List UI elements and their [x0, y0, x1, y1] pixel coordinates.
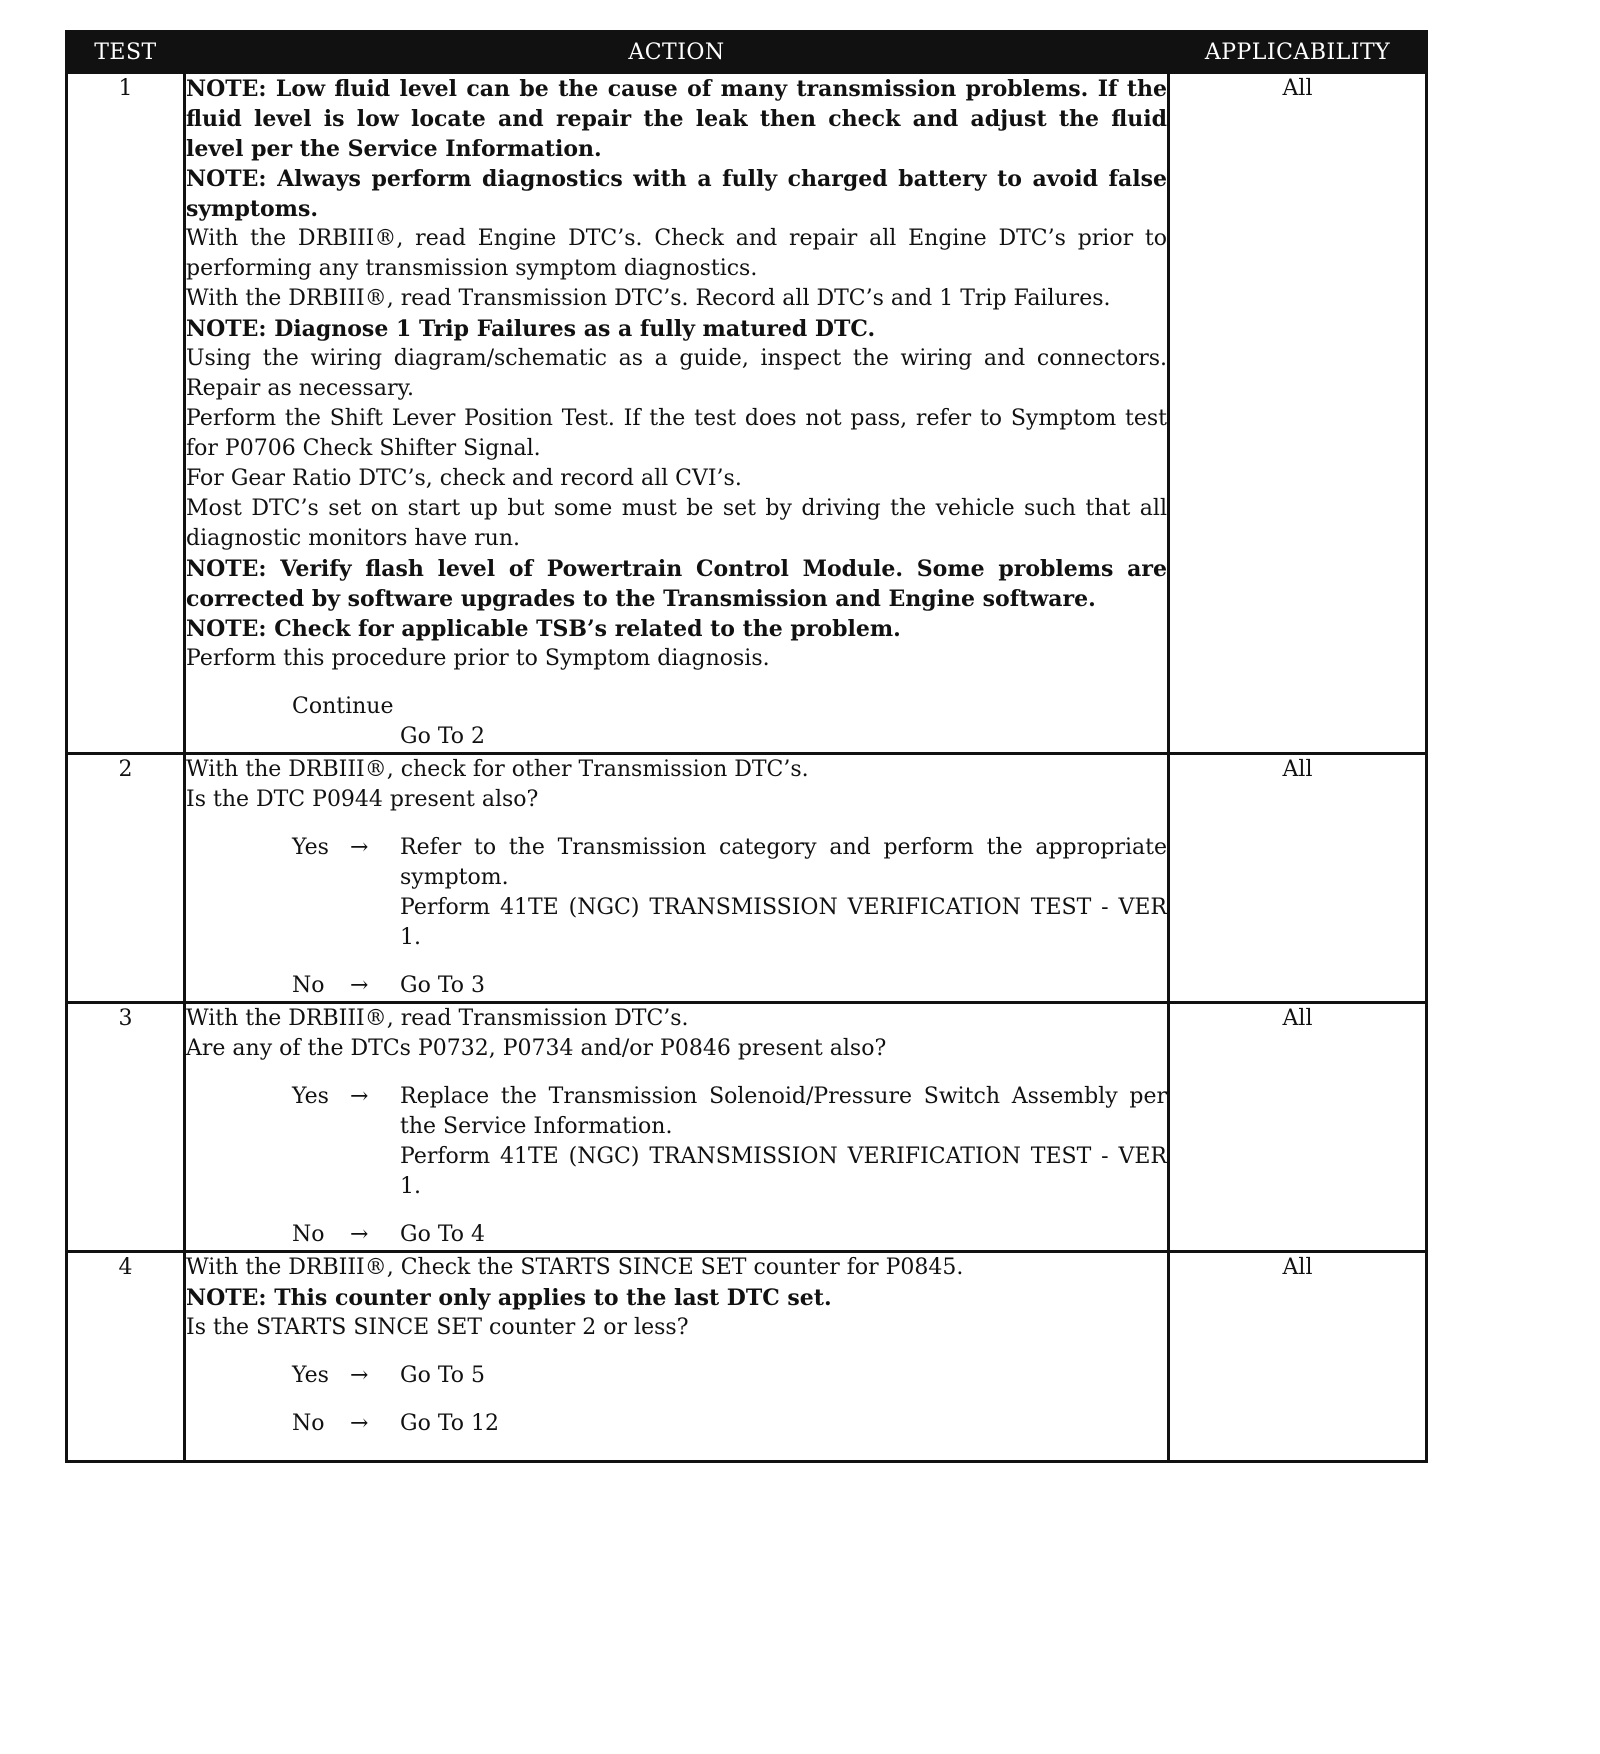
continue-goto: Go To 2: [400, 724, 486, 749]
diagnostic-test-table: [65, 30, 1428, 1463]
note-line: NOTE: Always perform diagnostics with a fully charged battery to avoid false symptoms.: [186, 166, 1167, 222]
no-action: Go To 4: [400, 1222, 486, 1247]
arrow-icon: →: [350, 1084, 369, 1109]
note-line: NOTE: Check for applicable TSB’s related to the problem.: [186, 616, 901, 642]
no-label: No: [292, 973, 325, 998]
yes-label: Yes: [292, 1363, 329, 1388]
header-applicability: APPLICABILITY: [1169, 32, 1427, 73]
test-number: 1: [67, 73, 185, 754]
action-line: For Gear Ratio DTC’s, check and record all CVI’s.: [186, 466, 742, 491]
action-line: Using the wiring diagram/schematic as a guide, inspect the wiring and connectors. Repair as necessary.: [186, 346, 1167, 401]
header-action: ACTION: [185, 32, 1169, 73]
no-label: No: [292, 1222, 325, 1247]
yes-branch: [292, 833, 1167, 953]
header-test: TEST: [67, 32, 185, 73]
no-label: No: [292, 1411, 325, 1436]
action-line: With the DRBIII®, Check the STARTS SINCE SET counter for P0845.: [186, 1255, 964, 1280]
note-line: NOTE: Diagnose 1 Trip Failures as a fully matured DTC.: [186, 316, 876, 342]
question-line: Is the STARTS SINCE SET counter 2 or less?: [186, 1315, 689, 1340]
no-branch: [292, 1220, 1167, 1250]
no-branch: [292, 971, 1167, 1001]
yes-action: Perform 41TE (NGC) TRANSMISSION VERIFICATION TEST - VER 1.: [400, 895, 1167, 950]
action-line: Perform this procedure prior to Symptom diagnosis.: [186, 646, 770, 671]
action-cell: [185, 73, 1169, 754]
arrow-icon: →: [350, 1363, 369, 1388]
yes-label: Yes: [292, 1084, 329, 1109]
action-line: With the DRBIII®, read Engine DTC’s. Check and repair all Engine DTC’s prior to performing any transmission symptom diagnostics.: [186, 226, 1167, 281]
table-row: [67, 1252, 1427, 1462]
applicability-value: All: [1169, 73, 1427, 754]
test-number: 4: [67, 1252, 185, 1462]
test-number: 3: [67, 1003, 185, 1252]
arrow-icon: →: [350, 1411, 369, 1436]
action-cell: [185, 1003, 1169, 1252]
arrow-icon: →: [350, 973, 369, 998]
action-cell: [185, 754, 1169, 1003]
yes-action: Replace the Transmission Solenoid/Pressure Switch Assembly per the Service Information.: [400, 1084, 1167, 1139]
applicability-value: All: [1169, 754, 1427, 1003]
continue-label: Continue: [292, 694, 394, 719]
no-branch: [292, 1409, 1167, 1439]
yes-branch: [292, 1361, 1167, 1391]
question-line: Are any of the DTCs P0732, P0734 and/or P0846 present also?: [186, 1036, 887, 1061]
table-header-row: [67, 32, 1427, 73]
yes-label: Yes: [292, 835, 329, 860]
note-line: NOTE: Verify flash level of Powertrain Control Module. Some problems are corrected by software upgrades to the Transmission and Engine software.: [186, 556, 1167, 612]
no-action: Go To 12: [400, 1411, 500, 1436]
yes-action: Refer to the Transmission category and perform the appropriate symptom.: [400, 835, 1167, 890]
applicability-value: All: [1169, 1003, 1427, 1252]
yes-action: Perform 41TE (NGC) TRANSMISSION VERIFICATION TEST - VER 1.: [400, 1144, 1167, 1199]
note-line: NOTE: Low fluid level can be the cause of many transmission problems. If the fluid level is low locate and repair the leak then check and adjust the fluid level per the Service Information.: [186, 76, 1167, 162]
arrow-icon: →: [350, 1222, 369, 1247]
no-action: Go To 3: [400, 973, 486, 998]
table-row: [67, 73, 1427, 754]
question-line: Is the DTC P0944 present also?: [186, 787, 539, 812]
yes-branch: [292, 1082, 1167, 1202]
table-row: [67, 1003, 1427, 1252]
yes-action: Go To 5: [400, 1363, 486, 1388]
note-line: NOTE: This counter only applies to the last DTC set.: [186, 1285, 832, 1311]
test-number: 2: [67, 754, 185, 1003]
action-line: With the DRBIII®, check for other Transmission DTC’s.: [186, 757, 809, 782]
action-line: With the DRBIII®, read Transmission DTC’s. Record all DTC’s and 1 Trip Failures.: [186, 286, 1111, 311]
table-row: [67, 754, 1427, 1003]
applicability-value: All: [1169, 1252, 1427, 1462]
action-cell: [185, 1252, 1169, 1462]
arrow-icon: →: [350, 835, 369, 860]
action-line: Most DTC’s set on start up but some must be set by driving the vehicle such that all diagnostic monitors have run.: [186, 496, 1167, 551]
action-line: With the DRBIII®, read Transmission DTC’s.: [186, 1006, 689, 1031]
action-line: Perform the Shift Lever Position Test. If the test does not pass, refer to Symptom test for P0706 Check Shifter Signal.: [186, 406, 1167, 461]
